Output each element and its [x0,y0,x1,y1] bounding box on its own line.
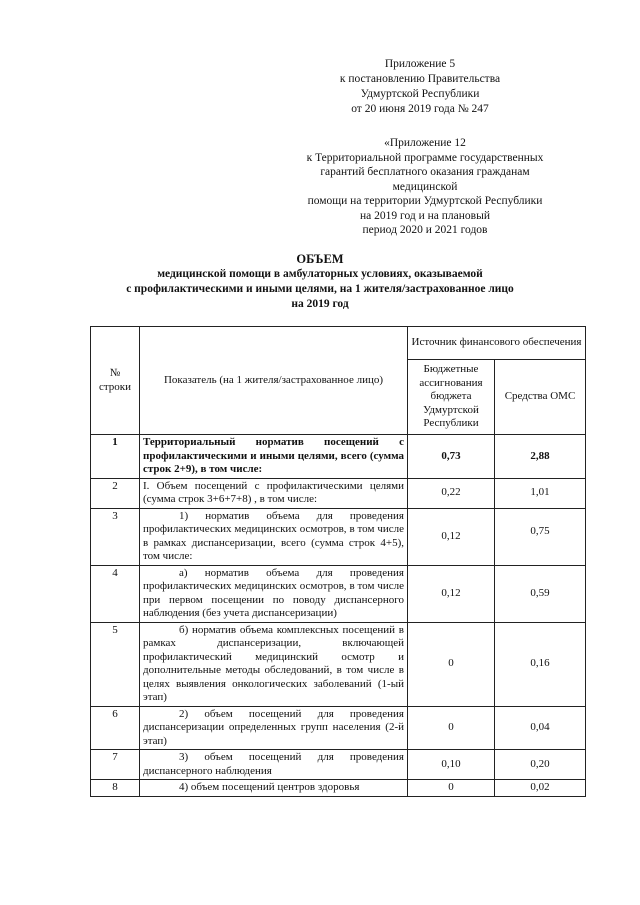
appendix-line: от 20 июня 2019 года № 247 [351,103,489,115]
title-line: ОБЪЕМ [296,252,344,266]
table-row [91,435,586,479]
row-oms: 0,20 [495,750,586,780]
row-number: 2 [91,478,140,508]
row-budget: 0,73 [408,435,495,479]
row-budget: 0 [408,706,495,750]
appendix-line: Приложение 5 [384,58,456,70]
header-source: Источник финансового обеспечения [408,327,586,360]
row-budget: 0 [408,622,495,706]
row-number: 8 [91,780,140,797]
table-row [91,565,586,622]
row-indicator: а) норматив объема для проведения профилактических медицинских осмотров, в том числе при первом посещении по поводу диспансерного наблюдения (без учета диспансеризации) [143,566,404,619]
row-budget: 0 [408,780,495,797]
row-oms: 0,04 [495,706,586,750]
table-row [91,750,586,780]
row-budget: 0,22 [408,478,495,508]
appendix-sub-line: медицинской [392,180,458,193]
appendix-sub-line: период 2020 и 2021 годов [362,224,488,236]
title-line: на 2019 год [291,298,349,310]
header-indicator: Показатель (на 1 жителя/застрахованное лицо) [140,327,408,435]
volume-table [90,326,586,797]
row-number: 7 [91,750,140,780]
row-indicator: I. Объем посещений с профилактическими целями (сумма строк 3+6+7+8) , в том числе: [140,478,408,508]
row-oms: 0,59 [495,565,586,622]
row-budget: 0,10 [408,750,495,780]
row-indicator: б) норматив объема комплексных посещений в рамках диспансеризации, включающей профилактический медицинский осмотр и дополнительные методы обследований, в том числе в целях выявления онкологических заболеваний (1-ый этап) [143,623,404,703]
row-number: 5 [91,622,140,706]
appendix-sub [285,136,565,238]
header-budget: Бюджетные ассигнования бюджета Удмуртской Республики [408,360,495,435]
row-budget: 0,12 [408,565,495,622]
row-number: 4 [91,565,140,622]
row-indicator: 4) объем посещений центров здоровья [179,781,360,793]
table-row [91,478,586,508]
row-number: 6 [91,706,140,750]
document-title [80,252,560,312]
table-row [91,780,586,797]
table-row [91,622,586,706]
table-row [91,706,586,750]
row-oms: 2,88 [495,435,586,479]
appendix-line: Удмуртской Республики [360,88,480,100]
header-oms: Средства ОМС [495,360,586,435]
row-number: 3 [91,508,140,565]
row-indicator: 1) норматив объема для проведения профилактических медицинских осмотров, в том числе в рамках диспансеризации, всего (сумма строк 4+5), том числе: [143,509,404,562]
row-oms: 0,02 [495,780,586,797]
appendix-sub-line: к Территориальной программе государственных [306,151,544,164]
appendix-sub-line: «Приложение 12 [384,137,466,149]
row-oms: 1,01 [495,478,586,508]
appendix-header [300,57,540,117]
row-number: 1 [91,435,140,479]
header-row-no: № строки [91,327,140,435]
appendix-sub-line: на 2019 год и на плановый [360,209,490,222]
row-indicator: 3) объем посещений для проведения диспансерного наблюдения [143,751,404,777]
title-line: медицинской помощи в амбулаторных условиях, оказываемой [157,268,483,280]
title-line: с профилактическими и иными целями, на 1 жителя/застрахованное лицо [126,283,514,295]
appendix-sub-line: помощи на территории Удмуртской Республики [307,195,543,207]
row-budget: 0,12 [408,508,495,565]
row-indicator: 2) объем посещений для проведения диспансеризации определенных групп населения (2-й этап) [143,707,404,747]
appendix-sub-line: гарантий бесплатного оказания гражданам [320,166,530,178]
row-oms: 0,16 [495,622,586,706]
appendix-line: к постановлению Правительства [339,73,501,85]
table-row [91,508,586,565]
row-oms: 0,75 [495,508,586,565]
row-indicator: Территориальный норматив посещений с профилактическими и иными целями, всего (сумма строк 2+9), в том числе: [140,435,408,479]
table-header-row [91,327,586,360]
